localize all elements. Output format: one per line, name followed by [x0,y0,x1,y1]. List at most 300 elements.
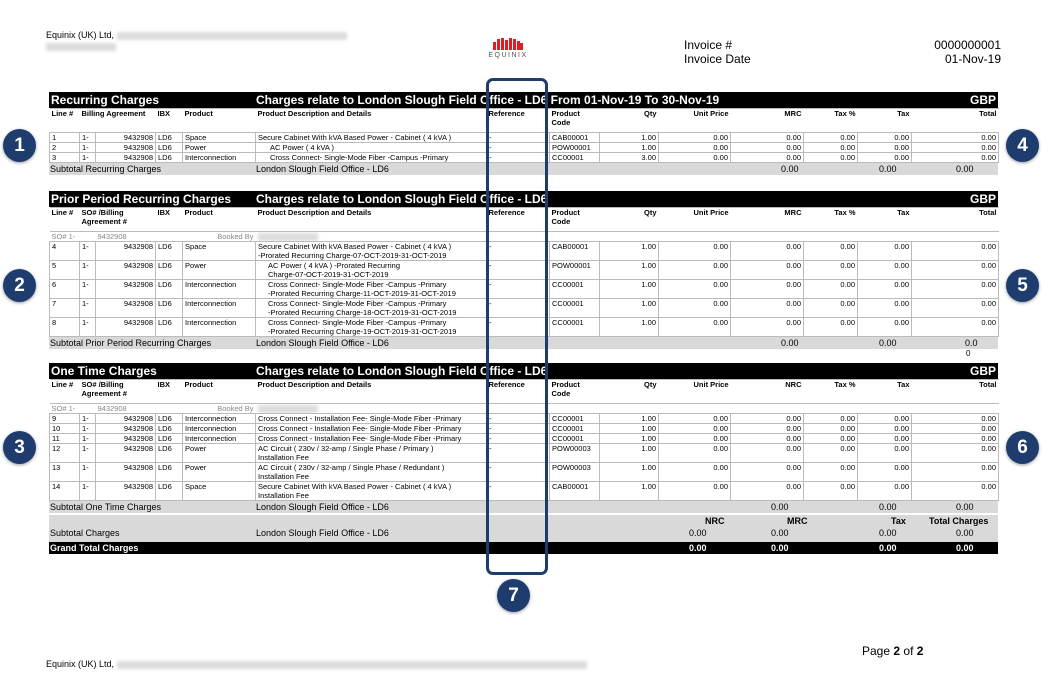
table-cell: 0.00 [912,424,999,434]
table-cell: Tax [858,380,912,404]
text-label: 0.00 [689,528,707,539]
text-label: 0.00 [879,164,897,174]
table-cell: Booked By [217,232,254,241]
table-cell: LD6 [156,133,183,143]
table-cell: 3 [50,153,80,163]
table-cell: 0.00 [659,424,731,434]
table-cell: 9432908 [97,404,127,413]
table-cell: Interconnection [183,318,256,337]
table-cell: Power [183,143,256,153]
table-cell: 9432908 [96,434,156,444]
table-cell: LD6 [156,414,183,424]
text-label: 0.00 [781,338,799,349]
table-cell: 13 [50,463,80,482]
table-cell: Cross Connect- Single-Mode Fiber -Campus -Primary [256,153,487,163]
table-cell: Tax % [804,208,858,232]
table-cell: 0.00 [804,414,858,424]
table-cell: Line # [50,109,80,133]
table-cell: 0.00 [912,444,999,463]
table-cell: 0.00 [912,318,999,337]
invoice-number-label: Invoice # [684,38,733,52]
section-title: One Time Charges [51,364,157,378]
table-cell: 0.00 [912,261,999,280]
text-label: 0.00 [956,543,974,554]
text-label: Cross Connect- Single-Mode Fiber -Campus -Primary [268,318,447,328]
table-cell: 0.00 [912,242,999,261]
table-cell: 0.00 [804,242,858,261]
table-cell: - [487,482,550,501]
table-cell [256,444,487,463]
section-relate: Charges relate to London Slough Field Office - LD6 [256,192,548,206]
table-cell: SO# /Billing Agreement # [80,380,156,404]
table-cell: 0.00 [659,318,731,337]
table-cell: MRC [731,208,804,232]
table-cell: 1.00 [600,133,659,143]
table-cell: 0.00 [804,444,858,463]
table-cell [256,261,487,280]
table-cell: 1.00 [600,424,659,434]
table-cell: 9432908 [96,242,156,261]
table-cell: 1.00 [600,261,659,280]
table-cell: 1.00 [600,318,659,337]
table-cell: SO# /Billing Agreement # [80,208,156,232]
text-label: Total Charges [929,516,989,527]
table-cell: 1.00 [600,143,659,153]
table-cell: Tax % [804,109,858,133]
callout-badge-2: 2 [3,269,36,302]
table-cell: 8 [50,318,80,337]
currency: GBP [969,192,996,206]
text-label: Installation Fee [258,491,309,501]
table-cell: IBX [156,109,183,133]
table-cell: Qty [600,380,659,404]
table-cell: 0.00 [804,463,858,482]
text-label: -Prorated Recurring Charge-07-OCT-2019-31-OCT-2019 [258,251,447,261]
redacted-name [258,405,318,413]
table-cell: - [487,463,550,482]
text-label: Equinix (UK) Ltd, [46,659,115,669]
table-cell: 1- [80,482,96,501]
text-label: Subtotal One Time Charges [50,502,162,513]
text-label: Subtotal Recurring Charges [50,164,162,174]
table-cell: Product Code [550,109,600,133]
table-cell: 0.00 [731,261,804,280]
redacted-address [117,32,347,40]
table-cell: 9432908 [96,463,156,482]
table-cell: 0.00 [858,261,912,280]
table-cell: - [487,444,550,463]
table-cell: 9432908 [96,444,156,463]
table-cell: - [487,318,550,337]
table-cell: LD6 [156,143,183,153]
table-cell: - [487,133,550,143]
redacted-number [46,43,116,51]
table-cell: 1- [80,143,96,153]
table-cell: 1- [80,280,96,299]
table-cell: 0.00 [731,153,804,163]
table-cell: CC00001 [550,424,600,434]
table-cell: SO# 1- [51,232,76,241]
table-cell [256,404,999,414]
table-cell: LD6 [156,261,183,280]
table-cell: 0.00 [731,424,804,434]
table-cell: 0.00 [731,414,804,424]
table-cell: Reference [487,109,550,133]
text-label: 0.00 [879,528,897,539]
table-cell: 0.00 [804,299,858,318]
table-cell: 5 [50,261,80,280]
table-cell: 0.00 [659,482,731,501]
table-cell: 1.00 [600,444,659,463]
table-cell: Power [183,444,256,463]
table-cell: Tax % [804,380,858,404]
text-label: AC Power ( 4 kVA ) -Prorated Recurring [268,261,401,271]
table-cell: 0.00 [858,424,912,434]
table-cell: CC00001 [550,299,600,318]
table-cell: Reference [487,380,550,404]
table-cell: Product [183,380,256,404]
invoice-date-label: Invoice Date [684,52,751,66]
table-cell: Product [183,208,256,232]
invoice-values [934,38,1001,66]
table-cell: 0.00 [659,299,731,318]
table-cell: 1- [80,318,96,337]
text-label: 0.00 [956,502,974,513]
table-cell: 14 [50,482,80,501]
text-label: NRC [705,516,725,527]
table-cell: LD6 [156,153,183,163]
table-cell: NRC [731,380,804,404]
table-cell: 0.00 [858,482,912,501]
table-cell: 0.00 [804,318,858,337]
text-label: 0.00 [771,543,789,554]
table-cell: Product Code [550,380,600,404]
table-cell: 1- [80,153,96,163]
table-cell: Power [183,261,256,280]
text-label: 0.00 [879,543,897,554]
table-cell: - [487,434,550,444]
table-cell: Unit Price [659,109,731,133]
callout-badge-1: 1 [3,129,36,162]
table-cell: 0.00 [659,463,731,482]
table-cell: IBX [156,208,183,232]
callout-badge-5: 5 [1006,269,1039,302]
table-cell: Product Description and Details [256,109,487,133]
table-cell: MRC [731,109,804,133]
table-cell: 0.00 [731,318,804,337]
redacted-address [117,661,587,669]
table-cell: 9432908 [96,153,156,163]
company-name-bottom [46,659,587,669]
table-cell: 0.00 [731,444,804,463]
table-cell: Qty [600,109,659,133]
table-cell: Space [183,482,256,501]
table-cell: 0.00 [731,463,804,482]
table-cell: 0.00 [804,424,858,434]
redacted-name [258,233,318,241]
table-cell: 0.00 [858,318,912,337]
table-cell: Secure Cabinet With kVA Based Power - Cabinet ( 4 kVA ) [256,133,487,143]
table-cell: LD6 [156,424,183,434]
table-cell: LD6 [156,463,183,482]
table-cell: Product Code [550,208,600,232]
table-cell: Billing Agreement [80,109,156,133]
text-label: London Slough Field Office - LD6 [256,164,389,174]
table-cell: POW00001 [550,143,600,153]
text-label: 0 [966,349,971,359]
table-cell: CC00001 [550,414,600,424]
table-cell: 0.00 [659,280,731,299]
table-cell: 0.00 [912,299,999,318]
table-cell [256,463,487,482]
table-cell: POW00003 [550,444,600,463]
table-cell: Interconnection [183,153,256,163]
section-title: Recurring Charges [51,93,160,107]
table-cell: Line # [50,208,80,232]
invoice-date: 01-Nov-19 [944,52,1001,66]
table-cell: 1.00 [600,434,659,444]
table-cell: 0.00 [858,463,912,482]
callout-badge-7: 7 [497,579,530,612]
table-cell: - [487,280,550,299]
table-cell: 10 [50,424,80,434]
table-cell: 0.00 [858,444,912,463]
table-cell: CC00001 [550,153,600,163]
table-cell: 0.00 [804,482,858,501]
table-cell: LD6 [156,482,183,501]
table-cell: 0.00 [912,133,999,143]
text-label: 0.00 [781,164,799,174]
text-label: Installation Fee [258,472,309,482]
table-cell: 1- [80,424,96,434]
table-cell: Total [912,109,999,133]
table-cell: 1- [80,444,96,463]
text-label: Cross Connect- Single-Mode Fiber -Campus -Primary [268,280,447,290]
table-cell: 0.00 [912,463,999,482]
text-label: London Slough Field Office - LD6 [256,338,389,349]
table-cell: - [487,242,550,261]
table-cell: 0.00 [912,143,999,153]
table-cell: Cross Connect - Installation Fee- Single-Mode Fiber -Primary [256,424,487,434]
text-label: Charge-07-OCT-2019-31-OCT-2019 [268,270,389,280]
table-cell: Booked By [217,404,254,413]
text-label: 2 [916,644,924,658]
text-label: 0.00 [879,502,897,513]
text-label: London Slough Field Office - LD6 [256,528,389,539]
text-label: Subtotal Charges [50,528,120,539]
table-cell: - [487,424,550,434]
table-cell: 0.00 [731,299,804,318]
table-cell: 9432908 [96,143,156,153]
table-cell: Tax [858,208,912,232]
table-cell: 1- [80,242,96,261]
table-cell: 9432908 [97,232,127,241]
table-cell: POW00001 [550,261,600,280]
table-cell: LD6 [156,318,183,337]
currency: GBP [969,364,996,378]
text-label: AC Circuit ( 230v / 32-amp / Single Phase / Redundant ) [258,463,445,473]
text-label: Secure Cabinet With kVA Based Power - Cabinet ( 4 kVA ) [258,242,452,252]
table-cell: 9432908 [96,424,156,434]
table-cell: 0.00 [804,133,858,143]
text-label: 2 [893,644,901,658]
table-cell: Unit Price [659,380,731,404]
table-cell: CAB00001 [550,482,600,501]
table-cell: Qty [600,208,659,232]
invoice-number: 0000000001 [934,38,1001,52]
page-number [862,644,923,658]
table-cell: 1.00 [600,242,659,261]
table-cell: SO# 1- [51,404,76,413]
table-cell: LD6 [156,444,183,463]
table-cell: - [487,261,550,280]
text-label: of [903,644,914,658]
callout-badge-4: 4 [1006,129,1039,162]
table-cell: 0.00 [659,414,731,424]
table-cell: Product Description and Details [256,208,487,232]
table-cell: 9432908 [96,280,156,299]
equinix-logo-icon [493,38,523,50]
table-cell: 1- [80,414,96,424]
table-cell: 9 [50,414,80,424]
table-cell: 1- [80,133,96,143]
table-cell: 0.00 [804,143,858,153]
text-label: 0.00 [771,502,789,513]
text-label: -Prorated Recurring Charge-19-OCT-2019-31-OCT-2019 [268,327,457,337]
table-cell: Tax [858,109,912,133]
text-label: -Prorated Recurring Charge-11-OCT-2019-31-OCT-2019 [268,289,456,299]
table-cell: 0.00 [659,242,731,261]
reference-column-highlight [486,78,548,575]
table-cell: 11 [50,434,80,444]
table-cell: 12 [50,444,80,463]
table-cell: 9432908 [96,482,156,501]
text-label: 0.00 [771,528,789,539]
callout-badge-6: 6 [1006,431,1039,464]
table-cell: 0.00 [731,434,804,444]
text-label: London Slough Field Office - LD6 [256,502,389,513]
text-label: MRC [787,516,808,527]
table-cell: Cross Connect - Installation Fee- Single-Mode Fiber -Primary [256,414,487,424]
table-cell: - [487,153,550,163]
table-cell: LD6 [156,242,183,261]
table-cell: 0.00 [659,434,731,444]
table-cell: Space [183,242,256,261]
table-cell: Space [183,133,256,143]
table-cell: 1.00 [600,482,659,501]
table-cell: Interconnection [183,434,256,444]
table-cell: 1- [80,434,96,444]
equinix-logo [478,38,538,59]
table-cell: 1.00 [600,463,659,482]
table-cell: 0.00 [659,261,731,280]
section-title: Prior Period Recurring Charges [51,192,232,206]
text-label: 0.00 [689,543,707,554]
table-cell: 1- [80,463,96,482]
table-cell: Unit Price [659,208,731,232]
logo-wordmark: EQUINIX [488,52,528,59]
table-cell: 9432908 [96,318,156,337]
table-cell: 4 [50,242,80,261]
text-label: Secure Cabinet With kVA Based Power - Cabinet ( 4 kVA ) [258,482,452,492]
table-cell: IBX [156,380,183,404]
currency: GBP [969,93,996,107]
text-label: Grand Total Charges [50,543,139,554]
table-cell: LD6 [156,280,183,299]
table-cell: 9432908 [96,299,156,318]
table-cell: 0.00 [731,280,804,299]
table-cell [256,482,487,501]
text-label: Installation Fee [258,453,309,463]
table-cell: Cross Connect - Installation Fee- Single-Mode Fiber -Primary [256,434,487,444]
table-cell: CC00001 [550,434,600,444]
table-cell: Power [183,463,256,482]
table-cell: LD6 [156,434,183,444]
text-label: 0.00 [956,164,974,174]
table-cell: 1.00 [600,280,659,299]
table-cell: Interconnection [183,424,256,434]
table-cell: 0.00 [912,153,999,163]
table-cell: CC00001 [550,318,600,337]
text-label: 0.00 [956,528,974,539]
table-cell: 1- [80,261,96,280]
table-cell: 1.00 [600,414,659,424]
table-cell: 0.00 [659,153,731,163]
table-cell: 0.00 [858,242,912,261]
table-cell: CAB00001 [550,242,600,261]
table-cell: 0.00 [858,143,912,153]
table-cell: 2 [50,143,80,153]
table-cell: Product [183,109,256,133]
callout-badge-3: 3 [3,431,36,464]
table-cell: 0.00 [804,434,858,444]
text-label: -Prorated Recurring Charge-18-OCT-2019-31-OCT-2019 [268,308,457,318]
table-cell: 0.00 [858,299,912,318]
table-cell: Interconnection [183,280,256,299]
table-cell: 1- [80,299,96,318]
table-cell: - [487,143,550,153]
table-cell [256,242,487,261]
table-cell: AC Power ( 4 kVA ) [256,143,487,153]
table-cell: 0.00 [858,153,912,163]
text-label: Tax [891,516,906,527]
table-cell: 0.00 [804,153,858,163]
text-label: 0.0 [965,338,978,349]
table-cell: 0.00 [912,414,999,424]
table-cell: 0.00 [659,444,731,463]
table-cell: - [487,299,550,318]
section-relate: Charges relate to London Slough Field Office - LD6 [256,364,548,378]
table-cell: 0.00 [858,414,912,424]
table-cell: 9432908 [96,261,156,280]
section-relate: Charges relate to London Slough Field Office - LD6 From 01-Nov-19 To 30-Nov-19 [256,93,720,107]
text-label: 0.00 [879,338,897,349]
table-cell: 0.00 [731,143,804,153]
table-cell: 0.00 [858,434,912,444]
table-cell: POW00003 [550,463,600,482]
table-cell: 6 [50,280,80,299]
table-cell: Line # [50,380,80,404]
table-cell: Total [912,208,999,232]
table-cell: 0.00 [858,133,912,143]
table-cell: 0.00 [659,143,731,153]
table-cell: 0.00 [858,280,912,299]
table-cell [256,232,999,242]
table-cell: 0.00 [804,261,858,280]
company-name-top [46,30,347,51]
table-cell: 0.00 [731,482,804,501]
table-cell: 0.00 [659,133,731,143]
